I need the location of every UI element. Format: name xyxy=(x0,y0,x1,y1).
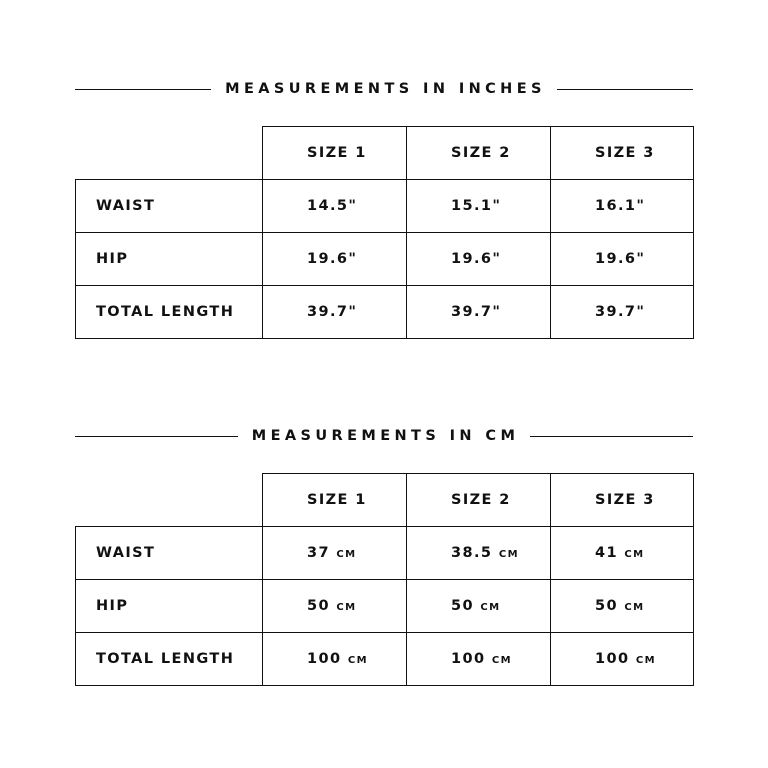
measurement-cell: 100 cm xyxy=(551,633,694,686)
cm-heading: MEASUREMENTS IN CM xyxy=(251,428,520,444)
table-header-row xyxy=(76,127,694,180)
measurement-cell: 50 cm xyxy=(551,580,694,633)
heading-rule-left xyxy=(75,436,238,437)
inches-table xyxy=(75,126,694,339)
measurement-cell: 39.7" xyxy=(263,286,407,339)
row-label: WAIST xyxy=(76,180,263,233)
column-header: SIZE 3 xyxy=(551,127,694,180)
cm-heading-row xyxy=(75,427,693,445)
measurement-cell: 39.7" xyxy=(551,286,694,339)
measurement-cell: 15.1" xyxy=(407,180,551,233)
row-label: TOTAL LENGTH xyxy=(76,286,263,339)
measurement-cell: 19.6" xyxy=(551,233,694,286)
measurement-cell: 37 cm xyxy=(263,527,407,580)
row-label: TOTAL LENGTH xyxy=(76,633,263,686)
cm-table xyxy=(75,473,694,686)
heading-rule-right xyxy=(530,436,693,437)
measurement-cell: 100 cm xyxy=(263,633,407,686)
table-row xyxy=(76,233,694,286)
inches-heading-row xyxy=(75,80,693,98)
column-header: SIZE 2 xyxy=(407,127,551,180)
column-header: SIZE 1 xyxy=(263,474,407,527)
table-row xyxy=(76,180,694,233)
column-header: SIZE 1 xyxy=(263,127,407,180)
empty-corner-cell xyxy=(76,474,263,527)
heading-rule-left xyxy=(75,89,211,90)
heading-rule-right xyxy=(557,89,693,90)
column-header: SIZE 2 xyxy=(407,474,551,527)
row-label: HIP xyxy=(76,233,263,286)
measurement-cell: 41 cm xyxy=(551,527,694,580)
measurement-cell: 39.7" xyxy=(407,286,551,339)
measurement-cell: 100 cm xyxy=(407,633,551,686)
table-row xyxy=(76,527,694,580)
row-label: WAIST xyxy=(76,527,263,580)
column-header: SIZE 3 xyxy=(551,474,694,527)
measurement-cell: 19.6" xyxy=(407,233,551,286)
inches-heading: MEASUREMENTS IN INCHES xyxy=(225,81,546,97)
table-row xyxy=(76,633,694,686)
table-row xyxy=(76,580,694,633)
measurement-cell: 19.6" xyxy=(263,233,407,286)
measurement-cell: 50 cm xyxy=(407,580,551,633)
measurement-cell: 14.5" xyxy=(263,180,407,233)
table-row xyxy=(76,286,694,339)
row-label: HIP xyxy=(76,580,263,633)
measurement-cell: 38.5 cm xyxy=(407,527,551,580)
measurement-cell: 50 cm xyxy=(263,580,407,633)
table-header-row xyxy=(76,474,694,527)
measurement-cell: 16.1" xyxy=(551,180,694,233)
empty-corner-cell xyxy=(76,127,263,180)
